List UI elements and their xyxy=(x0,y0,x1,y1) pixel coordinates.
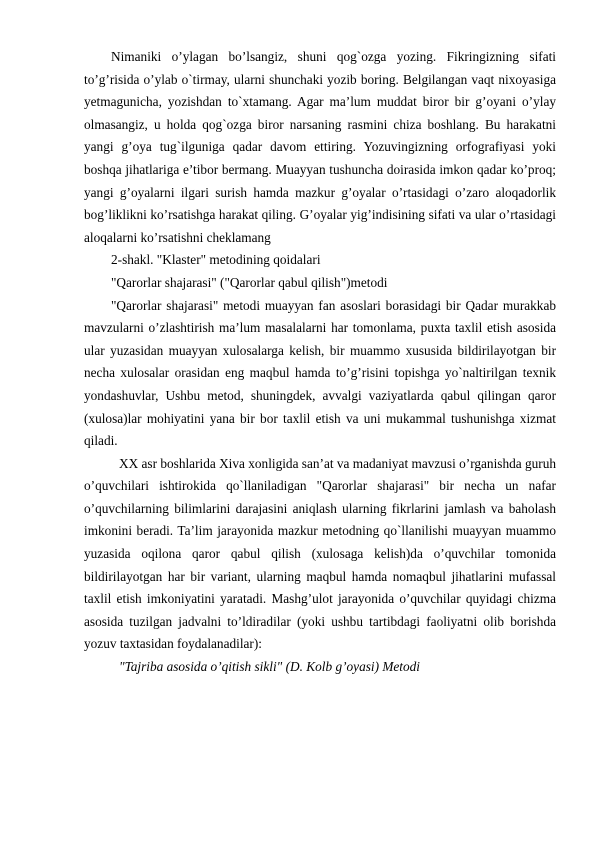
paragraph-decision-tree-description: "Qarorlar shajarasi" metodi muayyan fan asoslari borasidagi bir Qadar murakkab mavzularni o’zlashtirish ma’lum masalalarni har tomonlama, puxta taxlil etish asosida ular yuzasidan muayyan xulosalarga kelish, bir muammo xususida bildirilayotgan bir necha xulosalar orasidan eng maqbul hamda to’g’risini topishga yo`naltirilgan texnik yondashuvlar, Ushbu metod, shuningdek, avvalgi vaziyatlarda qabul qilingan qaror (xulosa)lar mohiyatini yana bir bor taxlil etish va uni mukammal tushunishga xizmat qiladi. xyxy=(84,297,556,449)
paragraph-brainstorm-instructions: Nimaniki o’ylagan bo’lsangiz, shuni qog`ozga yozing. Fikringizning sifati to’g’risida o’ylab o`tirmay, ularni shunchaki yozib boring. Belgilangan vaqt nixoyasiga yetmagunicha, yozishdan to`xtamang. Agar ma’lum muddat biror bir g’oyani o’ylay olmasangiz, u holda qog`ozga biror narsaning rasmini chiza boshlang. Bu harakatni yangi g’oya tug`ilguniga qadar davom ettiring. Yozuvingizning orfografiyasi yoki boshqa jihatlariga e’tibor bermang. Muayyan tushuncha doirasida imkon qadar ko’proq; yangi g’oyalarni ilgari surish hamda mazkur g’oyalar o’rtasidagi o’zaro aloqadorlik bog’liklikni ko’rsatishga harakat qiling. G’oyalar yig’indisining sifati va ular o’rtasidagi aloqalarni ko’rsatishni cheklamang xyxy=(84,49,556,245)
document-page xyxy=(84,46,556,679)
section-heading-kolb-cycle: "Tajriba asosida o’qitish sikli" (D. Kolb g’oyasi) Metodi xyxy=(119,659,420,675)
paragraph-decision-tree-application: XX asr boshlarida Xiva xonligida san’at va madaniyat mavzusi o’rganishda guruh o’quvchilari ishtirokida qo`llaniladigan "Qarorlar shajarasi" bir necha un nafar o’quvchilarning bilimlarini darajasini aniqlash ularning fikrlarini jamlash va baholash imkonini beradi. Ta’lim jarayonida mazkur metodning qo`llanilishi muayyan muammo yuzasida oqilona qaror qabul qilish (xulosaga kelish)da o’quvchilar tomonida bildirilayotgan har bir variant, ularning maqbul hamda nomaqbul jihatlarini mufassal taxlil etish imkoniyatini yaratadi. Mashg’ulot jarayonida o’quvchilar quyidagi chizma asosida tuzilgan jadvalni to’ldiradilar (yoki ushbu tartibdagi faoliyatni olib borishda yozuv taxtasidan foydalanadilar): xyxy=(84,455,556,652)
figure-caption-klaster: 2-shakl. "Klaster" metodining qoidalari xyxy=(111,252,321,268)
section-heading-decision-tree: "Qarorlar shajarasi" ("Qarorlar qabul qilish")metodi xyxy=(111,274,388,290)
